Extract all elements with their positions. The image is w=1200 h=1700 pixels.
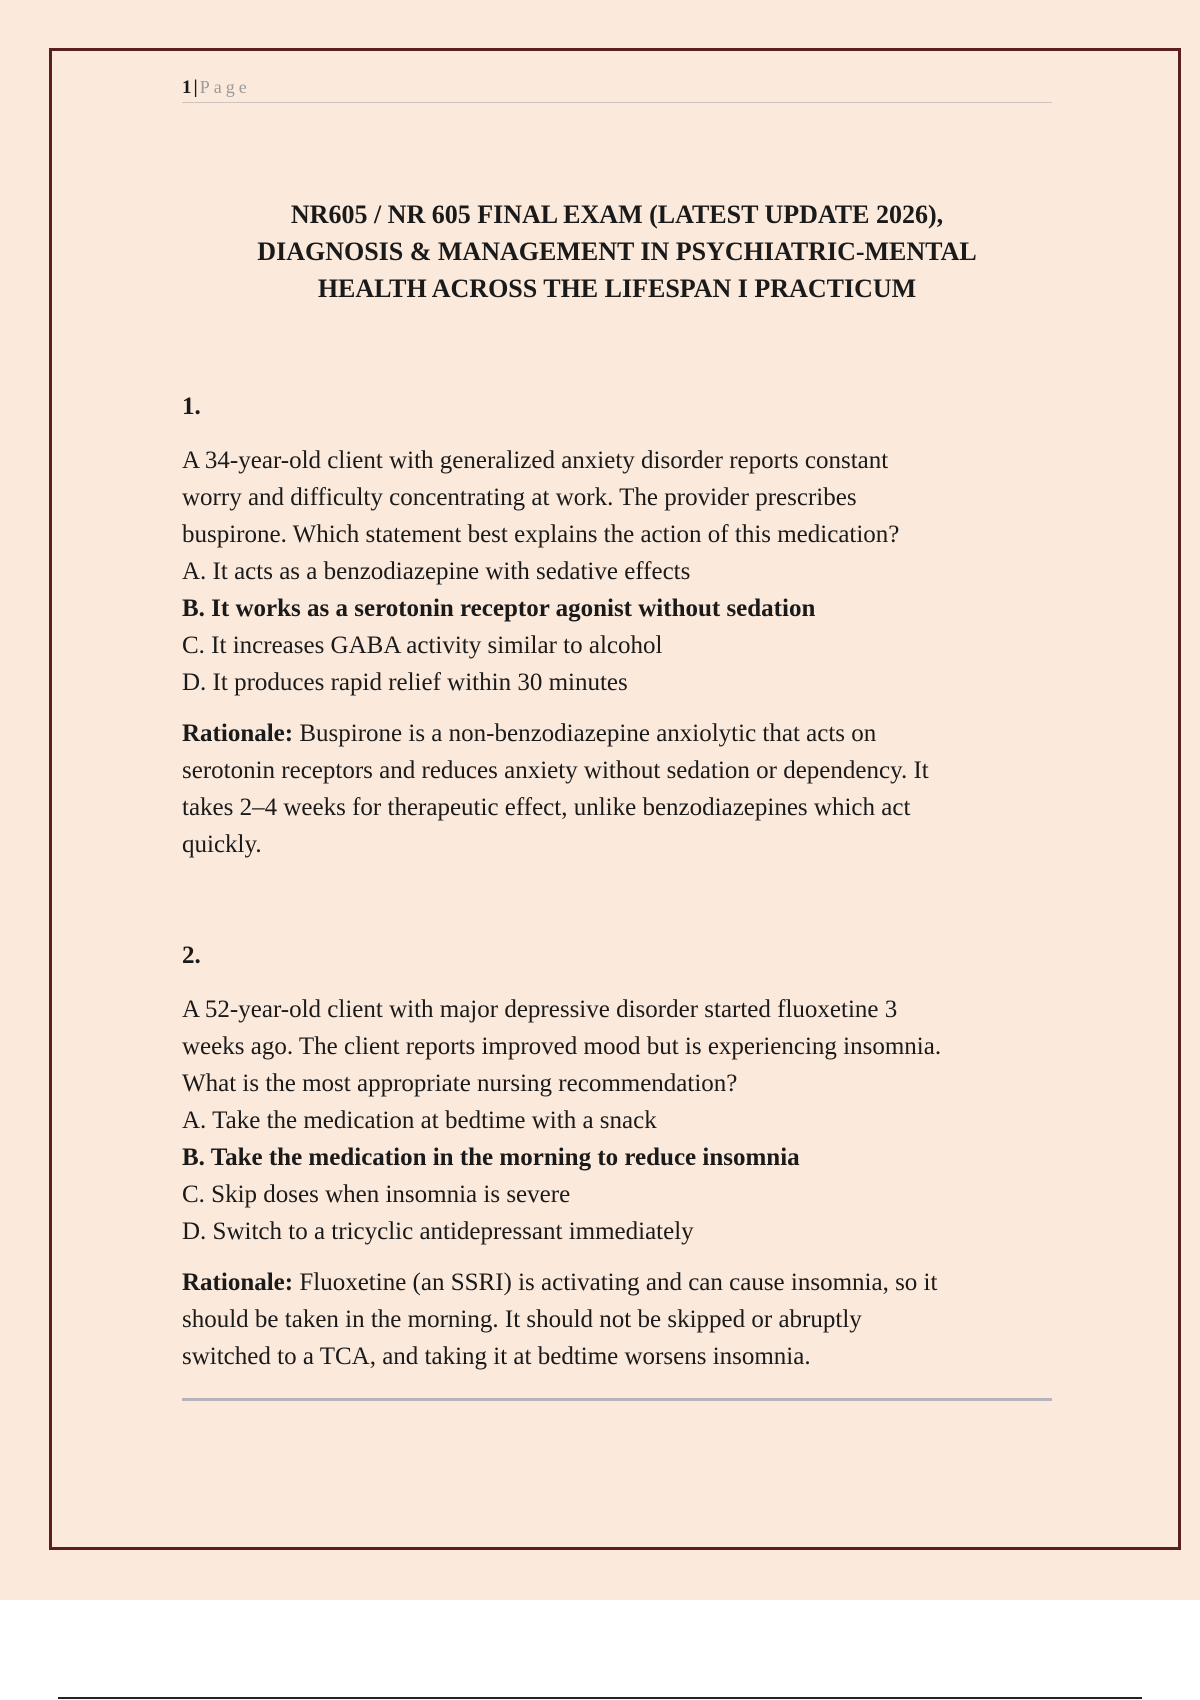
page-header-separator: | <box>193 77 198 98</box>
rationale-text: Buspirone is a non-benzodiazepine anxiolytic that acts on <box>293 720 877 747</box>
title-line: DIAGNOSIS & MANAGEMENT IN PSYCHIATRIC-MENTAL <box>257 237 977 266</box>
rationale <box>182 1264 1062 1375</box>
answer-option: D. Switch to a tricyclic antidepressant immediately <box>182 1218 694 1245</box>
correct-answer-option: B. It works as a serotonin receptor agonist without sedation <box>182 595 816 622</box>
stem-line: buspirone. Which statement best explains the action of this medication? <box>182 521 900 548</box>
rationale-label: Rationale: <box>182 1269 294 1296</box>
rationale-line <box>182 1264 1062 1301</box>
answer-options <box>182 553 1062 701</box>
section-divider <box>182 1398 1052 1401</box>
stem-line: A 34-year-old client with generalized anxiety disorder reports constant <box>182 447 889 474</box>
stem-line: worry and difficulty concentrating at work. The provider prescribes <box>182 484 857 511</box>
page-header <box>182 72 1052 103</box>
rationale-line: quickly. <box>182 831 262 858</box>
rationale-line: takes 2–4 weeks for therapeutic effect, unlike benzodiazepines which act <box>182 794 911 821</box>
stem-line: weeks ago. The client reports improved mood but is experiencing insomnia. <box>182 1033 942 1060</box>
question-number: 1. <box>182 393 201 420</box>
question-number: 2. <box>182 942 201 969</box>
answer-option: D. It produces rapid relief within 30 minutes <box>182 669 628 696</box>
stem-line: A 52-year-old client with major depressive disorder started fluoxetine 3 <box>182 996 898 1023</box>
question-stem <box>182 442 1062 553</box>
answer-option: C. Skip doses when insomnia is severe <box>182 1181 571 1208</box>
answer-option: A. It acts as a benzodiazepine with sedative effects <box>182 558 691 585</box>
rationale <box>182 715 1062 863</box>
page-label: Page <box>199 77 251 97</box>
rationale-text: Fluoxetine (an SSRI) is activating and can cause insomnia, so it <box>293 1269 938 1296</box>
correct-answer-option: B. Take the medication in the morning to reduce insomnia <box>182 1144 800 1171</box>
page-number: 1 <box>182 77 192 98</box>
question-1 <box>182 388 1062 863</box>
title-line: HEALTH ACROSS THE LIFESPAN I PRACTICUM <box>317 274 917 303</box>
bottom-divider <box>58 1697 1142 1699</box>
answer-option: C. It increases GABA activity similar to alcohol <box>182 632 663 659</box>
rationale-line: serotonin receptors and reduces anxiety without sedation or dependency. It <box>182 757 929 784</box>
document-title <box>182 196 1052 307</box>
rationale-line <box>182 715 1062 752</box>
answer-options <box>182 1102 1062 1250</box>
rationale-line: switched to a TCA, and taking it at bedtime worsens insomnia. <box>182 1343 811 1370</box>
question-2 <box>182 937 1062 1375</box>
title-line: NR605 / NR 605 FINAL EXAM (LATEST UPDATE 2026), <box>290 200 944 229</box>
rationale-line: should be taken in the morning. It should not be skipped or abruptly <box>182 1306 862 1333</box>
answer-option: A. Take the medication at bedtime with a snack <box>182 1107 657 1134</box>
question-stem <box>182 991 1062 1102</box>
stem-line: What is the most appropriate nursing recommendation? <box>182 1070 738 1097</box>
rationale-label: Rationale: <box>182 720 294 747</box>
